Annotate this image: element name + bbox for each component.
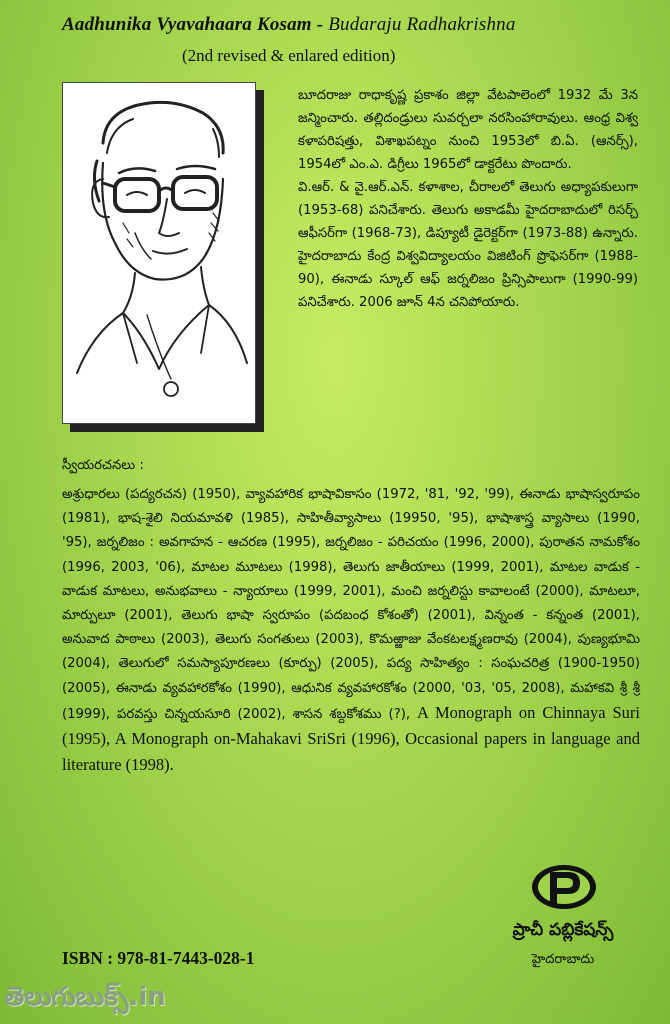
prachi-p-logo-icon bbox=[530, 862, 598, 912]
bio-paragraph-1: బూదరాజు రాధాకృష్ణ ప్రకాశం జిల్లా వేటపాలెంలో 1932 మే 3న జన్మించారు. తల్లిదండ్రులు సువర్చలా నరసింహారావులు. ఆంధ్ర విశ్వ కళాపరిషత్తు, విశాఖపట్నం నుంచి 1953లో బి.ఏ. (ఆనర్స్), 1954లో ఎం.ఎ. డిగ్రీలు 1965లో డాక్టరేటు పొందారు. bbox=[298, 88, 638, 172]
site-watermark: తెలుగుబుక్స్.in bbox=[4, 982, 166, 1012]
works-english: A Monograph on Chinnaya Suri (1995), A Monograph on-Mahakavi SriSri (1996), Occasional papers in language and literature (1998). bbox=[62, 702, 640, 775]
works-heading: స్వీయరచనలు : bbox=[62, 458, 144, 473]
book-title: Aadhunika Vyavahaara Kosam bbox=[62, 14, 312, 35]
works-telugu: అశ్రుధారలు (పద్యరచన) (1950), వ్యావహారిక భాషావికాసం (1972, '81, '92, '99), ఈనాడు భాషాస్వరూపం (1981), భాష-శైలి నియమావళి (1985), సాహితీవ్యాసాలు (19950, '95), భాషాశాస్త్ర వ్యాసాలు (1990, '95), జర్నలిజం : అవగాహన - ఆచరణ (1995), జర్నలిజం - పరిచయం (1996, 2000), పురాతన నామకోశం (1996, 2003, '06), మాటల మూటలు (1998), తెలుగు జాతీయాలు (1999, 2001), మాటల వాడుక - వాడుక మాటలు, అనుభవాలు - న్యాయాలు (1999, 2001), మంచి జర్నలిస్టు కావాలంటే (2000), మాటలూ, మార్పులూ (2001), తెలుగు భాషా స్వరూపం (పదబంధ కోశంతో) (2001), విన్నంత - కన్నంత (2001), అనువాద పాఠాలు (2003), తెలుగు సంగతులు (2003), కొమఱ్ఱాజు వేంకటలక్ష్మణరావు (2004), పుణ్యభూమి (2004), తెలుగులో సమస్యాపూరణలు (కూర్పు) (2005), పద్య సాహిత్యం : సంఘచరిత్ర (1900-1950) (2005), ఈనాడు వ్యవహారకోశం (1990), ఆధునిక వ్యవహారకోశం (2000, '03, '05, 2008), మహాకవి శ్రీ శ్రీ (1999), పరవస్తు చిన్నయసూరి (2002), శాసన శబ్దకోశము (?), bbox=[62, 487, 640, 722]
isbn: ISBN : 978-81-7443-028-1 bbox=[62, 948, 255, 968]
author-portrait bbox=[62, 82, 256, 424]
book-author: Budaraju Radhakrishna bbox=[328, 14, 516, 35]
title-separator: - bbox=[311, 14, 329, 35]
bio-paragraph-2: వి.ఆర్. & వై.ఆర్.ఎన్. కళాశాల, చీరాలలో తెలుగు అధ్యాపకులుగా (1953-68) పనిచేశారు. తెలుగు అకాడమీ హైదరాబాదులో రిసర్చ్ ఆఫీసర్‌గా (1968-73), డిప్యూటీ డైరెక్టర్‌గా (1973-88) ఉన్నారు. హైదరాబాదు కేంద్ర విశ్వవిద్యాలయం విజిటింగ్ ప్రొఫెసర్‌గా (1988-90), ఈనాడు స్కూల్ ఆఫ్ జర్నలిజం ప్రిన్సిపాలుగా (1990-99) పనిచేశారు. 2006 జూన్ 4న చనిపోయారు. bbox=[298, 180, 638, 310]
publisher-city: హైదరాబాదు bbox=[531, 952, 595, 967]
book-title-line bbox=[62, 14, 622, 36]
author-sketch-icon bbox=[63, 83, 255, 423]
edition-note: (2nd revised & enlared edition) bbox=[182, 46, 396, 65]
author-bio bbox=[298, 84, 638, 314]
publisher-name: ప్రాచీ పబ్లికేషన్స్ bbox=[512, 920, 614, 940]
works-list bbox=[62, 483, 640, 779]
